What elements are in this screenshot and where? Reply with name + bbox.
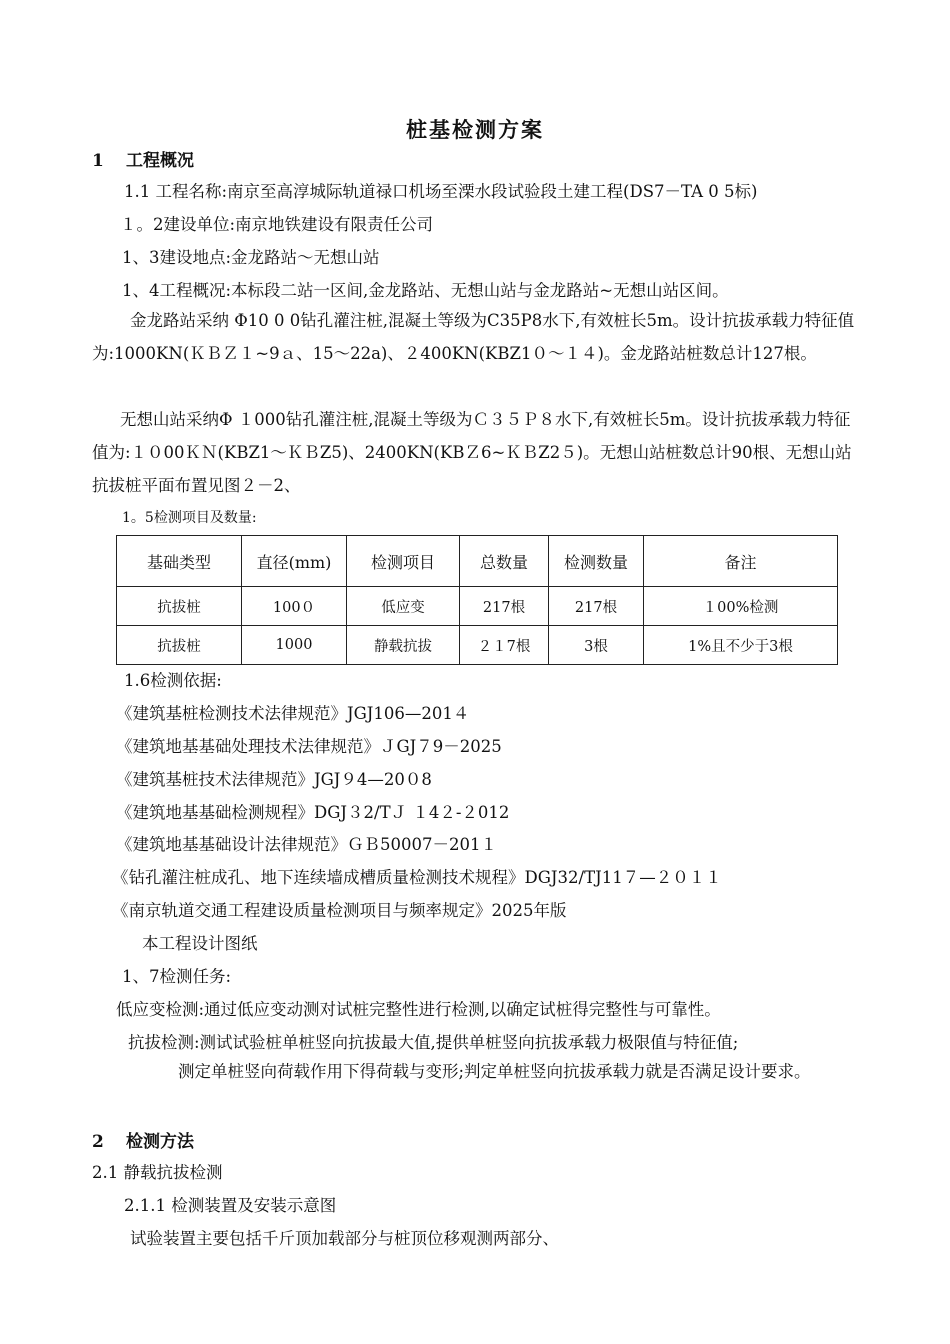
table-cell: 抗拔桩 xyxy=(117,587,242,626)
table-row xyxy=(117,626,838,665)
tasks-heading: 1、7检测任务: xyxy=(122,967,232,986)
reference-item: 《建筑基桩检测技术法律规范》JGJ106—201４ xyxy=(116,704,470,723)
table-header-row xyxy=(117,536,838,587)
section-title: 工程概况 xyxy=(126,151,194,171)
project-name-line: 1.1 工程名称:南京至高淳城际轨道禄口机场至溧水段试验段土建工程(DS7－TA 0 5标) xyxy=(124,182,758,201)
header-cell: 直径(mm) xyxy=(242,536,347,587)
table-cell: 抗拔桩 xyxy=(117,626,242,665)
section-number: 2 xyxy=(92,1132,104,1152)
location-line: 1、3建设地点:金龙路站～无想山站 xyxy=(122,248,380,267)
reference-item: 《南京轨道交通工程建设质量检测项目与频率规定》2025年版 xyxy=(112,901,567,920)
subsection-2-1: 2.1 静载抗拔检测 xyxy=(92,1163,223,1182)
basis-heading: 1.6检测依据: xyxy=(124,671,222,690)
inspection-items-heading: 1。5检测项目及数量: xyxy=(122,510,257,526)
uplift-task-continued: 测定单桩竖向荷载作用下得荷载与变形;判定单桩竖向抗拔承载力就是否满足设计要求。 xyxy=(178,1062,811,1081)
table-cell: 3根 xyxy=(549,626,644,665)
overview-line: 1、4工程概况:本标段二站一区间,金龙路站、无想山站与金龙路站~无想山站区间。 xyxy=(122,281,729,300)
table-cell: 低应变 xyxy=(347,587,460,626)
header-cell: 检测数量 xyxy=(549,536,644,587)
header-cell: 检测项目 xyxy=(347,536,460,587)
table-cell: 100０ xyxy=(242,587,347,626)
inspection-table xyxy=(116,535,838,665)
table-cell: 217根 xyxy=(549,587,644,626)
builder-line: １。2建设单位:南京地铁建设有限责任公司 xyxy=(120,215,434,234)
table-row xyxy=(117,587,838,626)
section-2-heading xyxy=(92,1127,194,1152)
jinlong-paragraph: 金龙路站采纳 Φ10 0 0钻孔灌注桩,混凝土等级为C35P8水下,有效桩长5m。设计抗拔承载力特征值为:1000KN(ＫＢＺ１~9ａ、15～22a)、２400KN(KBZ1０～１４)。金龙路站桩数总计127根。 xyxy=(92,311,855,363)
reference-item: 《建筑地基基础检测规程》DGJ３2/TＪ １4２-２012 xyxy=(116,803,510,822)
reference-item: 《建筑地基基础设计法律规范》ＧＢ50007－201１ xyxy=(116,835,497,854)
section-number: 1 xyxy=(92,151,104,171)
table-cell: 1%且不少于3根 xyxy=(644,626,838,665)
reference-item: 本工程设计图纸 xyxy=(142,934,258,953)
table-cell: １00%检测 xyxy=(644,587,838,626)
table-cell: 217根 xyxy=(460,587,549,626)
header-cell: 备注 xyxy=(644,536,838,587)
section-1-heading xyxy=(92,146,194,171)
page-title: 桩基检测方案 xyxy=(406,117,544,142)
reference-item: 《建筑基桩技术法律规范》JGJ９4—20０8 xyxy=(116,770,432,789)
header-cell: 总数量 xyxy=(460,536,549,587)
reference-item: 《建筑地基基础处理技术法律规范》ＪGJ７9－2025 xyxy=(116,737,502,756)
low-strain-task: 低应变检测:通过低应变动测对试桩完整性进行检测,以确定试桩得完整性与可靠性。 xyxy=(116,1000,721,1019)
table-cell: ２１7根 xyxy=(460,626,549,665)
uplift-task: 抗拔检测:测试试验桩单桩竖向抗拔最大值,提供单桩竖向抗拔承载力极限值与特征值; xyxy=(128,1033,739,1052)
wuxiangshan-paragraph: 无想山站采纳Φ １000钻孔灌注桩,混凝土等级为Ｃ３５Ｐ８水下,有效桩长5m。设计抗拔承载力特征值为:１０00ＫＮ(KBZ1～ＫＢZ5)、2400KN(KBＺ6~ＫＢZ2５)。无想山站桩数总计90根、无想山站抗拔桩平面布置见图２－2、 xyxy=(92,410,852,495)
subsection-2-1-1: 2.1.1 检测装置及安装示意图 xyxy=(124,1196,337,1215)
device-description: 试验装置主要包括千斤顶加载部分与桩顶位移观测两部分、 xyxy=(130,1229,559,1248)
table-cell: 1000 xyxy=(242,626,347,665)
header-cell: 基础类型 xyxy=(117,536,242,587)
reference-item: 《钻孔灌注桩成孔、地下连续墙成槽质量检测技术规程》DGJ32/TJ11７—２０１１ xyxy=(112,868,722,887)
table-cell: 静载抗拔 xyxy=(347,626,460,665)
section-title: 检测方法 xyxy=(126,1132,194,1152)
